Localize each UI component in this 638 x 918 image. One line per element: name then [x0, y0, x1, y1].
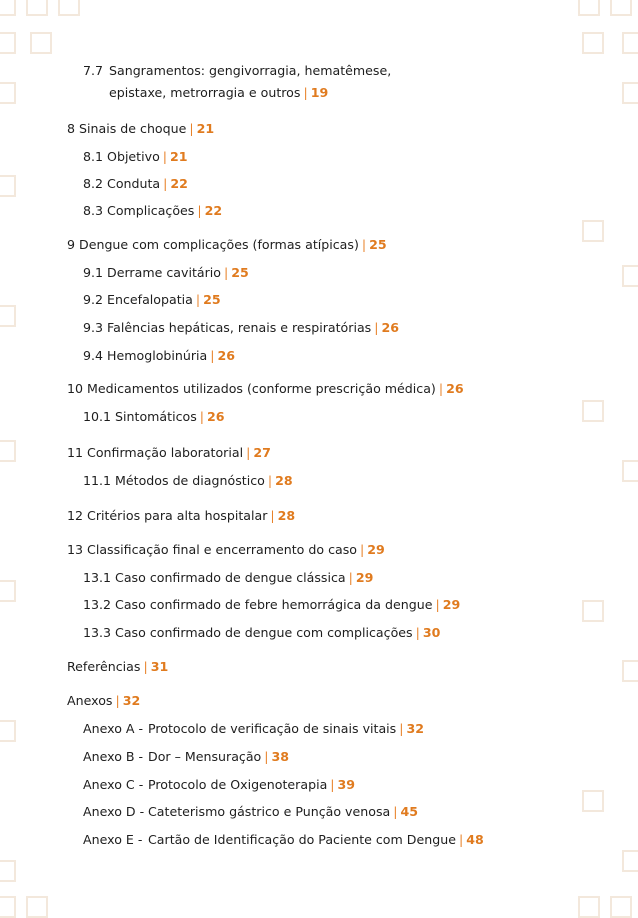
toc-entry-text: 9.2 Encefalopatia [83, 292, 193, 307]
annex-label: Anexo B - [83, 749, 144, 764]
decor-square [582, 600, 604, 622]
toc-page-number: 39 [337, 777, 356, 792]
toc-entry [67, 62, 391, 79]
toc-page-number: 32 [406, 721, 425, 736]
toc-page-number: 29 [442, 597, 461, 612]
decor-square [578, 896, 600, 918]
toc-entry[interactable]: 8.1 Objetivo | 21 [83, 149, 188, 164]
toc-page-number: 25 [231, 265, 249, 280]
toc-entry-text: 13 Classificação final e encerramento do caso [67, 542, 357, 557]
toc-entry[interactable]: 9 Dengue com complicações (formas atípicas) | 25 [67, 237, 387, 252]
toc-entry-text: Dor – Mensuração [148, 749, 262, 764]
toc-entry-text: 9.3 Falências hepáticas, renais e respiratórias [83, 320, 372, 335]
decor-square [58, 0, 80, 16]
toc-page-number: 48 [466, 832, 484, 847]
toc-entry-annex[interactable]: Anexo E - Cartão de Identificação do Paciente com Dengue | 48 [83, 832, 484, 847]
toc-entry-text: Cateterismo gástrico e Punção venosa [148, 804, 391, 819]
toc-entry-annex[interactable]: Anexo A - Protocolo de verificação de sinais vitais | 32 [83, 721, 425, 736]
toc-entry-text: 13.2 Caso confirmado de febre hemorrágica da dengue [83, 597, 433, 612]
toc-page-number: 28 [275, 473, 293, 488]
decor-square [622, 32, 638, 54]
toc-entry[interactable]: 9.3 Falências hepáticas, renais e respiratórias | 26 [83, 320, 399, 335]
toc-entry[interactable]: 9.2 Encefalopatia | 25 [83, 292, 221, 307]
toc-page-number: 45 [400, 804, 419, 819]
toc-page-number: 22 [204, 203, 223, 218]
toc-entry-text: 8.1 Objetivo [83, 149, 160, 164]
toc-page-number: 38 [271, 749, 290, 764]
decor-square [0, 896, 16, 918]
toc-entry[interactable]: 10.1 Sintomáticos | 26 [83, 409, 225, 424]
toc-page-number: 22 [170, 176, 188, 191]
annex-label: Anexo A - [83, 721, 144, 736]
decor-square [622, 660, 638, 682]
toc-entry-text: Protocolo de Oxigenoterapia [148, 777, 328, 792]
toc-entry-text: Cartão de Identificação do Paciente com Dengue [148, 832, 456, 847]
toc-entry-text: 13.1 Caso confirmado de dengue clássica [83, 570, 346, 585]
toc-entry[interactable]: 8.2 Conduta | 22 [83, 176, 188, 191]
toc-entry-text: 10 Medicamentos utilizados (conforme prescrição médica) [67, 381, 436, 396]
toc-page-number: 19 [310, 85, 329, 100]
toc-page-number: 32 [122, 693, 141, 708]
toc-entry[interactable]: 11.1 Métodos de diagnóstico | 28 [83, 473, 293, 488]
decor-square [0, 720, 16, 742]
toc-entry-text: 8 Sinais de choque [67, 121, 187, 136]
toc-entry-text: 8.2 Conduta [83, 176, 161, 191]
toc-page-number: 25 [203, 292, 221, 307]
toc-entry-annex[interactable]: Anexo C - Protocolo de Oxigenoterapia | 39 [83, 777, 356, 792]
decor-square [622, 265, 638, 287]
decor-square [0, 305, 16, 327]
toc-entry-text: epistaxe, metrorragia e outros [109, 85, 301, 100]
decor-square [0, 860, 16, 882]
toc-entry-text: 8.3 Complicações [83, 203, 195, 218]
toc-page-number: 26 [217, 348, 236, 363]
toc-page-number: 26 [207, 409, 225, 424]
annex-label: Anexo E - [83, 832, 143, 847]
toc-entry[interactable]: 9.1 Derrame cavitário | 25 [83, 265, 249, 280]
toc-entry-text: Referências [67, 659, 141, 674]
toc-entry-text: 9 Dengue com complicações (formas atípicas) [67, 237, 359, 252]
toc-entry-annex[interactable]: Anexo D - Cateterismo gástrico e Punção venosa | 45 [83, 804, 419, 819]
annex-label: Anexo C - [83, 777, 144, 792]
toc-entry[interactable]: 13.3 Caso confirmado de dengue com complicações | 30 [83, 625, 441, 640]
decor-square [582, 32, 604, 54]
decor-square [26, 0, 48, 16]
decor-square [0, 580, 16, 602]
toc-entry-text: 11 Confirmação laboratorial [67, 445, 244, 460]
toc-entry-text: 9.4 Hemoglobinúria [83, 348, 208, 363]
toc-entry[interactable]: 8 Sinais de choque | 21 [67, 121, 215, 136]
toc-page-number: 31 [150, 659, 169, 674]
toc-entry[interactable]: 13.1 Caso confirmado de dengue clássica | 29 [83, 570, 374, 585]
toc-entry[interactable]: Referências | 31 [67, 659, 169, 674]
decor-square [610, 896, 632, 918]
toc-page-number: 21 [196, 121, 215, 136]
decor-square [0, 175, 16, 197]
decor-square [0, 440, 16, 462]
toc-entry-text: Sangramentos: gengivorragia, hematêmese, [109, 63, 392, 78]
decor-square [26, 896, 48, 918]
decor-square [582, 220, 604, 242]
toc-page-number: 29 [367, 542, 385, 557]
decor-square [578, 0, 600, 16]
decor-square [622, 460, 638, 482]
decor-square [622, 850, 638, 872]
toc-page-number: 26 [381, 320, 399, 335]
decor-square [582, 400, 604, 422]
toc-entry[interactable]: 13 Classificação final e encerramento do caso | 29 [67, 542, 385, 557]
toc-entry[interactable]: 8.3 Complicações | 22 [83, 203, 223, 218]
toc-page-number: 21 [170, 149, 188, 164]
toc-entry[interactable]: Anexos | 32 [67, 693, 141, 708]
toc-entry-text: Protocolo de verificação de sinais vitais [148, 721, 397, 736]
toc-entry-annex[interactable]: Anexo B - Dor – Mensuração | 38 [83, 749, 290, 764]
decor-square [30, 32, 52, 54]
toc-page-number: 25 [369, 237, 387, 252]
toc-page-number: 27 [253, 445, 271, 460]
toc-entry-text: 12 Critérios para alta hospitalar [67, 508, 268, 523]
decor-square [622, 82, 638, 104]
toc-entry-text: Anexos [67, 693, 113, 708]
decor-square [0, 82, 16, 104]
toc-page-number: 28 [277, 508, 296, 523]
annex-label: Anexo D - [83, 804, 145, 819]
toc-entry[interactable]: 13.2 Caso confirmado de febre hemorrágica da dengue | 29 [83, 597, 461, 612]
toc-entry-continuation: epistaxe, metrorragia e outros | 19 [109, 85, 329, 100]
decor-square [610, 0, 632, 16]
decor-square [0, 0, 16, 16]
toc-entry-number: 7.7 [83, 63, 104, 78]
toc-page-number: 26 [446, 381, 464, 396]
toc-entry-text: 11.1 Métodos de diagnóstico [83, 473, 265, 488]
toc-entry[interactable]: 10 Medicamentos utilizados (conforme prescrição médica) | 26 [67, 381, 464, 396]
toc-entry[interactable]: 12 Critérios para alta hospitalar | 28 [67, 508, 296, 523]
toc-page-number: 30 [422, 625, 441, 640]
toc-entry-text: 10.1 Sintomáticos [83, 409, 197, 424]
decor-square [0, 32, 16, 54]
decor-square [582, 790, 604, 812]
toc-page-number: 29 [355, 570, 374, 585]
toc-entry-text: 9.1 Derrame cavitário [83, 265, 221, 280]
toc-entry-text: 13.3 Caso confirmado de dengue com complicações [83, 625, 413, 640]
toc-entry[interactable]: 9.4 Hemoglobinúria | 26 [83, 348, 236, 363]
toc-entry[interactable]: 11 Confirmação laboratorial | 27 [67, 445, 271, 460]
